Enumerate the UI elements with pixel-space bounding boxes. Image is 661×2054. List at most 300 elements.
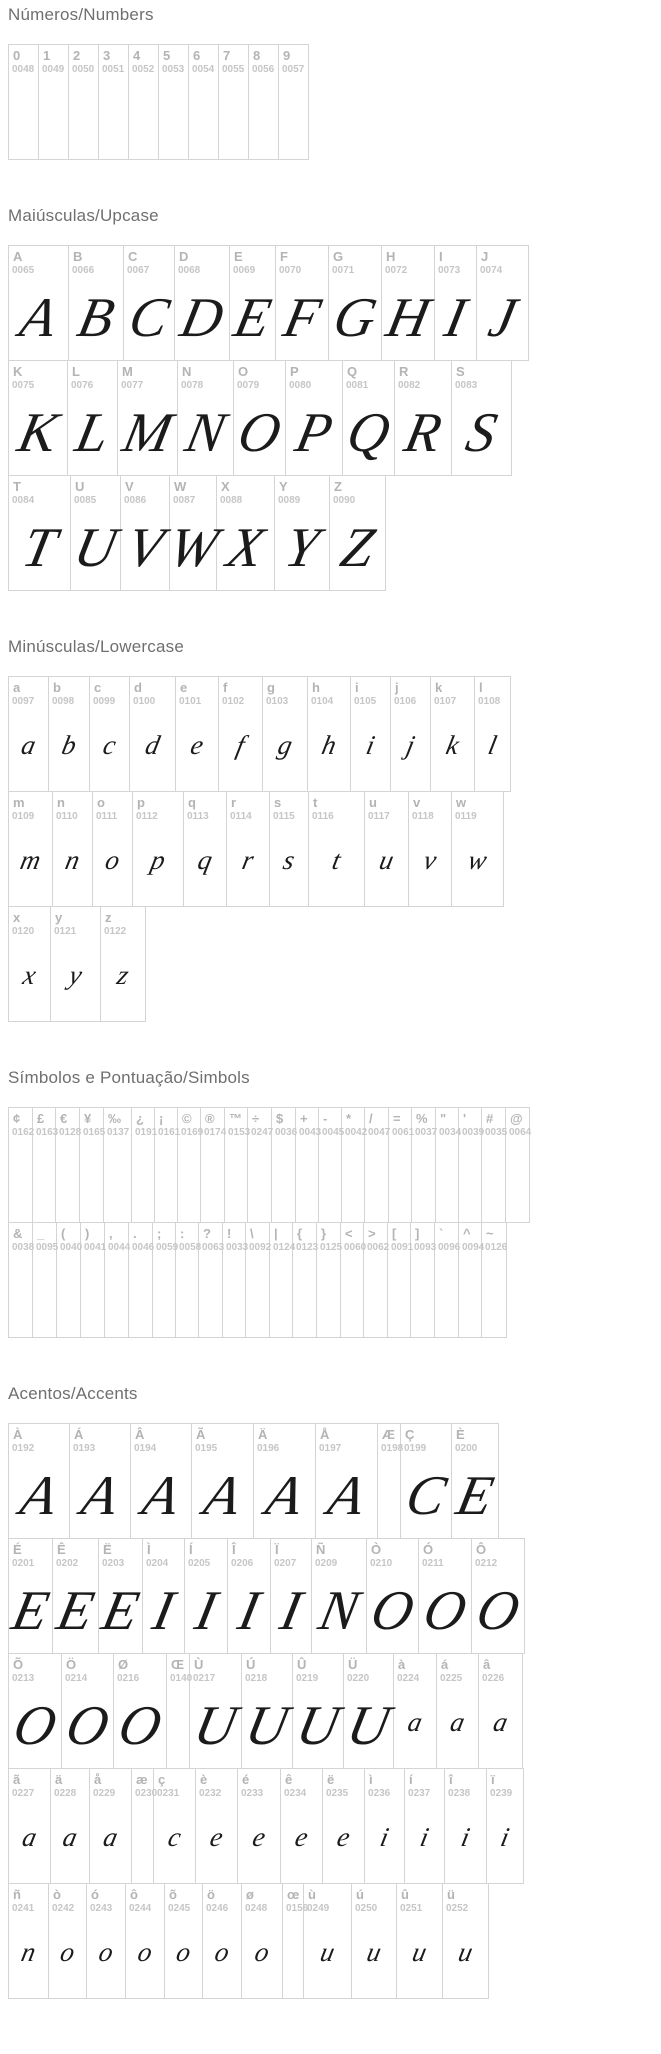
char-code: 0162 [12,1127,35,1138]
char-cell-0206 [228,1539,271,1653]
char-label: ä [55,1772,63,1787]
char-label: ö [207,1887,215,1902]
char-cell-0119 [452,792,503,906]
char-cell-0242 [49,1884,87,1998]
char-cell-0094 [459,1223,485,1337]
char-label: } [321,1226,327,1241]
char-label: Ì [147,1542,151,1557]
char-label: G [333,249,344,264]
glyph-row [8,1653,523,1769]
char-cell-0198 [378,1424,404,1538]
char-cell-0250 [352,1884,397,1998]
char-cell-0245 [165,1884,203,1998]
char-cell-0241 [9,1884,49,1998]
char-code: 0214 [65,1673,88,1684]
char-cell-0101 [176,677,219,791]
char-cell-0229 [90,1769,132,1883]
char-label: : [180,1226,185,1241]
char-code: 0067 [127,265,150,276]
char-cell-0081 [343,361,395,475]
char-cell-0174 [201,1108,225,1222]
char-cell-0140 [167,1654,193,1768]
char-code: 0089 [278,495,301,506]
char-glyph: c [165,1822,184,1852]
char-code: 0078 [181,380,204,391]
char-label: õ [169,1887,177,1902]
char-code: 0244 [129,1903,152,1914]
char-code: 0115 [273,811,295,822]
char-cell-0218 [242,1654,293,1768]
char-glyph: X [221,517,270,579]
char-label: | [274,1226,278,1241]
char-glyph: q [195,845,216,875]
char-label: ñ [13,1887,21,1902]
char-code: 0113 [187,811,209,822]
char-cell-0040 [57,1223,81,1337]
char-code: 0251 [400,1903,423,1914]
char-label: Ò [371,1542,382,1557]
char-cell-0193 [70,1424,131,1538]
char-glyph: A [198,1465,247,1527]
char-label: Í [189,1542,193,1557]
char-glyph: E [228,287,277,349]
char-cell-0225 [437,1654,479,1768]
char-code: 0083 [455,380,478,391]
char-glyph: P [290,402,338,464]
char-cell-0107 [431,677,475,791]
glyph-row [8,360,512,476]
char-cell-0224 [394,1654,437,1768]
char-label: ï [491,1772,495,1787]
char-code: 0243 [90,1903,113,1914]
char-code: 0071 [332,265,355,276]
char-glyph: A [322,1465,371,1527]
char-cell-0034 [436,1108,462,1222]
char-label: Q [347,364,358,379]
char-glyph: z [114,960,132,990]
char-code: 0061 [392,1127,415,1138]
char-glyph: I [190,1580,222,1642]
char-label: P [290,364,299,379]
char-label: + [300,1111,308,1126]
char-label: Ñ [316,1542,326,1557]
char-label: ò [53,1887,61,1902]
char-cell-0082 [395,361,452,475]
char-label: ¿ [136,1111,144,1126]
char-code: 0092 [249,1242,272,1253]
char-cell-0075 [9,361,68,475]
char-code: 0034 [439,1127,462,1138]
char-label: Ï [275,1542,279,1557]
section-title-upcase: Maiúsculas/Upcase [8,206,159,225]
char-glyph: e [249,1822,269,1852]
char-label: Ô [476,1542,487,1557]
char-label: n [57,795,65,810]
char-code: 0036 [275,1127,298,1138]
char-label: j [395,680,399,695]
char-cell-0052 [129,45,159,159]
char-code: 0050 [72,64,95,75]
char-label: J [481,249,489,264]
char-code: 0048 [12,64,35,75]
char-glyph: i [458,1822,473,1852]
char-code: 0124 [273,1242,296,1253]
char-label: \ [250,1226,254,1241]
char-code: 0097 [12,696,35,707]
char-label: 5 [163,48,171,63]
char-code: 0241 [12,1903,35,1914]
char-code: 0087 [173,495,196,506]
char-cell-0220 [341,1654,396,1768]
char-cell-0095 [33,1223,57,1337]
char-code: 0065 [12,265,35,276]
char-glyph: O [8,1695,62,1757]
char-label: € [60,1111,68,1126]
char-cell-0093 [411,1223,435,1337]
section-title-accents: Acentos/Accents [8,1384,138,1403]
char-cell-0237 [405,1769,445,1883]
char-cell-0117 [365,792,409,906]
char-code: 0250 [355,1903,378,1914]
char-label: a [13,680,21,695]
char-glyph: s [280,845,298,875]
char-label: x [13,910,21,925]
char-label: I [439,249,443,264]
char-cell-0251 [397,1884,443,1998]
char-cell-0124 [270,1223,296,1337]
char-code: 0042 [345,1127,368,1138]
char-code: 0165 [83,1127,106,1138]
char-cell-0247 [248,1108,272,1222]
char-cell-0036 [272,1108,296,1222]
char-glyph: I [275,1580,307,1642]
char-code: 0200 [455,1443,478,1454]
char-label: © [182,1111,192,1126]
char-label: @ [510,1111,523,1126]
char-glyph: o [212,1937,233,1967]
char-code: 0111 [96,811,118,822]
char-code: 0106 [394,696,417,707]
char-code: 0041 [84,1242,107,1253]
char-cell-0099 [90,677,130,791]
char-label: h [312,680,320,695]
char-label: ! [227,1226,232,1241]
char-glyph: p [148,845,169,875]
char-cell-0069 [230,246,276,360]
char-label: ÷ [252,1111,260,1126]
char-label: ) [85,1226,90,1241]
char-cell-0037 [412,1108,436,1222]
char-glyph: D [175,287,229,349]
char-code: 0211 [422,1558,444,1569]
char-label: í [409,1772,413,1787]
char-code: 0070 [279,265,302,276]
char-code: 0060 [344,1242,367,1253]
char-label: À [13,1427,23,1442]
char-label: ® [205,1111,215,1126]
char-label: m [13,795,25,810]
char-label: Û [297,1657,307,1672]
char-code: 0218 [245,1673,268,1684]
glyph-row [8,245,529,361]
char-glyph: C [400,1465,452,1527]
char-code: 0199 [404,1443,427,1454]
char-code: 0049 [42,64,65,75]
char-code: 0174 [204,1127,227,1138]
char-cell-0035 [482,1108,506,1222]
char-code: 0220 [347,1673,370,1684]
char-glyph: O [365,1580,420,1642]
char-glyph: c [100,730,119,760]
char-label: ê [285,1772,293,1787]
char-cell-0084 [9,476,71,590]
char-label: w [456,795,467,810]
char-label: [ [392,1226,397,1241]
char-label: Ê [57,1542,66,1557]
char-code: 0084 [12,495,35,506]
char-code: 0081 [346,380,369,391]
char-cell-0156 [283,1884,309,1998]
char-code: 0055 [222,64,245,75]
char-label: 1 [43,48,51,63]
char-code: 0229 [93,1788,116,1799]
char-cell-0230 [132,1769,158,1883]
char-cell-0062 [364,1223,388,1337]
char-code: 0126 [485,1242,508,1253]
char-cell-0211 [419,1539,472,1653]
char-code: 0091 [391,1242,414,1253]
char-cell-0226 [479,1654,522,1768]
char-glyph: O [113,1695,167,1757]
char-code: 0219 [296,1673,319,1684]
char-code: 0056 [252,64,275,75]
char-label: ‰ [108,1111,121,1126]
char-code: 0245 [168,1903,191,1914]
char-code: 0198 [381,1443,404,1454]
char-label: 9 [283,48,291,63]
char-glyph: k [443,730,462,760]
char-cell-0122 [101,907,145,1021]
char-cell-0118 [409,792,452,906]
char-cell-0090 [330,476,385,590]
char-code: 0095 [36,1242,59,1253]
char-cell-0114 [227,792,270,906]
char-code: 0076 [71,380,94,391]
char-code: 0239 [490,1788,513,1799]
char-glyph: B [72,287,120,349]
char-label: F [280,249,288,264]
char-cell-0120 [9,907,51,1021]
char-code: 0059 [156,1242,179,1253]
char-glyph: C [123,287,175,349]
glyph-row [8,44,309,160]
section-lowercase [8,636,661,1022]
char-glyph: O [232,402,287,464]
glyph-row [8,1423,499,1539]
char-label: ' [463,1111,467,1126]
char-code: 0117 [368,811,390,822]
char-code: 0202 [56,1558,79,1569]
char-cell-0209 [312,1539,367,1653]
char-glyph: r [239,845,257,875]
char-label: { [297,1226,303,1241]
char-label: É [13,1542,22,1557]
char-code: 0069 [233,265,256,276]
char-label: L [72,364,80,379]
char-label: 7 [223,48,231,63]
char-cell-0068 [175,246,230,360]
char-label: ó [91,1887,99,1902]
char-code: 0108 [478,696,501,707]
char-code: 0125 [320,1242,343,1253]
char-label: ( [61,1226,66,1241]
char-code: 0247 [251,1127,274,1138]
char-cell-0080 [286,361,343,475]
char-label: V [125,479,134,494]
char-cell-0169 [178,1108,204,1222]
char-glyph: E [6,1580,55,1642]
char-glyph: o [252,1937,273,1967]
char-code: 0203 [102,1558,125,1569]
char-label: u [369,795,377,810]
char-glyph: K [12,402,64,464]
char-cell-0057 [279,45,308,159]
char-label: Â [135,1427,145,1442]
char-cell-0252 [443,1884,488,1998]
char-label: Î [232,1542,236,1557]
char-glyph: R [399,402,447,464]
char-code: 0045 [322,1127,345,1138]
char-cell-0123 [293,1223,317,1337]
char-glyph: d [142,730,163,760]
char-cell-0233 [238,1769,281,1883]
char-glyph: U [291,1695,345,1757]
char-code: 0235 [326,1788,349,1799]
char-glyph: w [465,845,490,875]
char-glyph: I [147,1580,180,1642]
char-glyph: Z [335,517,380,579]
char-cell-0104 [308,677,351,791]
char-glyph: A [260,1465,309,1527]
char-label: = [393,1111,401,1126]
char-code: 0072 [385,265,408,276]
char-code: 0114 [230,811,252,822]
char-label: ~ [486,1226,494,1241]
char-cell-0042 [342,1108,368,1222]
section-accents [8,1383,661,1999]
char-glyph: I [233,1580,265,1642]
char-cell-0244 [126,1884,165,1998]
char-label: & [13,1226,23,1241]
char-code: 0043 [299,1127,322,1138]
char-code: 0054 [192,64,215,75]
char-label: T [13,479,21,494]
char-glyph: e [292,1822,311,1852]
char-label: ™ [229,1111,242,1126]
char-label: E [234,249,243,264]
char-glyph: b [59,730,80,760]
char-label: W [174,479,187,494]
char-glyph: o [173,1937,194,1967]
char-glyph: a [18,730,39,760]
char-cell-0202 [53,1539,99,1653]
char-code: 0057 [282,64,305,75]
char-code: 0230 [135,1788,158,1799]
char-code: 0161 [158,1127,181,1138]
char-cell-0039 [459,1108,485,1222]
char-glyph: V [121,517,169,579]
char-label: â [483,1657,491,1672]
char-cell-0086 [121,476,170,590]
char-label: ` [439,1226,444,1241]
char-code: 0207 [274,1558,297,1569]
char-cell-0207 [271,1539,312,1653]
char-cell-0103 [263,677,308,791]
glyph-row [8,1538,525,1654]
char-label: k [435,680,443,695]
char-code: 0112 [136,811,158,822]
char-code: 0094 [462,1242,485,1253]
char-cell-0060 [341,1223,367,1337]
char-glyph: U [341,1695,396,1757]
char-label: Ú [246,1657,256,1672]
char-code: 0137 [107,1127,130,1138]
char-glyph: o [135,1937,156,1967]
char-cell-0232 [196,1769,238,1883]
char-label: M [122,364,133,379]
char-cell-0049 [39,45,69,159]
char-glyph: E [96,1580,145,1642]
char-cell-0191 [132,1108,158,1222]
char-code: 0249 [307,1903,330,1914]
char-label: ^ [463,1226,471,1241]
char-label: è [200,1772,208,1787]
char-glyph: t [329,845,344,875]
glyph-row [8,475,386,591]
char-label: d [134,680,142,695]
char-glyph: o [57,1937,78,1967]
char-label: ? [203,1226,211,1241]
char-glyph: A [76,1465,124,1527]
char-code: 0064 [509,1127,532,1138]
char-cell-0213 [9,1654,62,1768]
glyph-row [8,1883,489,1999]
char-label: Œ [171,1657,184,1672]
char-label: * [346,1111,352,1126]
char-cell-0092 [246,1223,270,1337]
char-glyph: g [275,730,296,760]
section-title-lowercase: Minúsculas/Lowercase [8,637,184,656]
char-code: 0074 [480,265,503,276]
char-code: 0101 [179,696,202,707]
char-label: Æ [382,1427,395,1442]
char-cell-0102 [219,677,263,791]
char-label: - [323,1111,328,1126]
char-cell-0162 [9,1108,33,1222]
char-cell-0054 [189,45,219,159]
char-cell-0041 [81,1223,105,1337]
char-label: A [13,249,23,264]
char-label: _ [37,1226,45,1241]
char-cell-0153 [225,1108,251,1222]
char-glyph: H [381,287,435,349]
char-code: 0121 [54,926,77,937]
char-cell-0089 [275,476,330,590]
char-cell-0108 [475,677,510,791]
char-cell-0077 [118,361,178,475]
char-cell-0098 [49,677,90,791]
char-cell-0113 [184,792,227,906]
